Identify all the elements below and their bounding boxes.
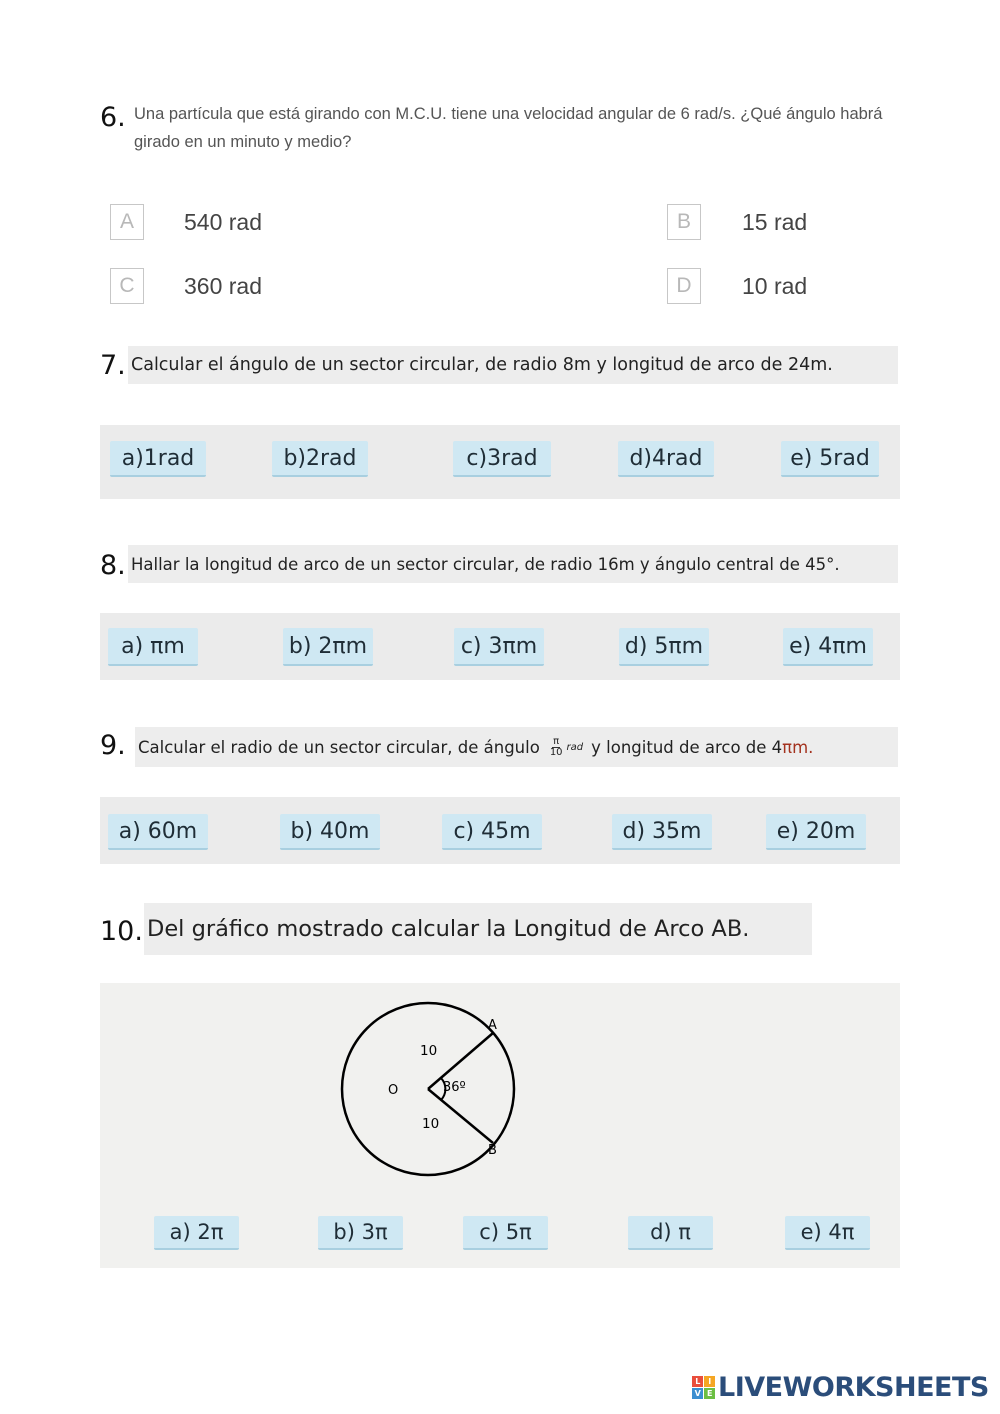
q9-text-after: y longitud de arco de 4	[591, 737, 783, 757]
q7-option-b[interactable]: b)2rad	[272, 441, 368, 477]
question-8-text: Hallar la longitud de arco de un sector circular, de radio 16m y ángulo central de 45°.	[128, 545, 898, 583]
q9-text-before: Calcular el radio de un sector circular, de ángulo	[138, 737, 540, 757]
logo-brand-text: LIVEWORKSHEETS	[718, 1372, 989, 1403]
q10-option-a[interactable]: a) 2π	[154, 1216, 239, 1250]
q8-option-c[interactable]: c) 3πm	[454, 628, 544, 666]
q9-option-e[interactable]: e) 20m	[766, 814, 866, 850]
q9-frac-num: π	[553, 735, 560, 747]
q9-option-b[interactable]: b) 40m	[280, 814, 380, 850]
question-10-text: Del gráfico mostrado calcular la Longitud de Arco AB.	[144, 903, 812, 955]
liveworksheets-logo[interactable]	[692, 1372, 989, 1403]
question-9-number: 9.	[100, 730, 126, 761]
label-o: O	[388, 1083, 399, 1098]
question-7-answer-band	[100, 425, 900, 499]
logo-grid-icon	[692, 1376, 715, 1399]
q9-frac-unit: rad	[566, 741, 584, 753]
q10-option-b[interactable]: b) 3π	[318, 1216, 403, 1250]
q8-option-b[interactable]: b) 2πm	[283, 628, 373, 666]
logo-letter-l: L	[692, 1376, 703, 1387]
logo-letter-v: V	[692, 1388, 703, 1399]
q8-option-a[interactable]: a) πm	[108, 628, 198, 666]
q8-option-e[interactable]: e) 4πm	[783, 628, 873, 666]
logo-letter-i: I	[704, 1376, 715, 1387]
q9-angle-fraction	[550, 737, 563, 758]
question-10-figure-panel	[100, 983, 900, 1268]
q7-option-a[interactable]: a)1rad	[110, 441, 206, 477]
q9-option-d[interactable]: d) 35m	[612, 814, 712, 850]
label-radius-top: 10	[420, 1043, 438, 1059]
question-10-number: 10.	[100, 916, 143, 947]
q7-option-d[interactable]: d)4rad	[618, 441, 714, 477]
q7-option-c[interactable]: c)3rad	[453, 441, 551, 477]
question-9-answer-band	[100, 797, 900, 864]
label-angle: 36º	[443, 1080, 466, 1095]
label-b: B	[488, 1143, 497, 1158]
q8-option-d[interactable]: d) 5πm	[619, 628, 709, 666]
option-a-letter[interactable]: A	[110, 204, 144, 240]
q9-text-highlight: πm.	[782, 737, 814, 757]
label-radius-bottom: 10	[422, 1116, 440, 1132]
q9-option-a[interactable]: a) 60m	[108, 814, 208, 850]
question-7-text: Calcular el ángulo de un sector circular, de radio 8m y longitud de arco de 24m.	[128, 346, 898, 384]
option-c-letter[interactable]: C	[110, 268, 144, 304]
question-7-number: 7.	[100, 350, 126, 381]
q9-frac-den: 10	[549, 746, 563, 758]
q7-option-e[interactable]: e) 5rad	[781, 441, 879, 477]
question-6-number: 6.	[100, 102, 126, 133]
logo-letter-e: E	[704, 1388, 715, 1399]
option-d-text[interactable]: 10 rad	[742, 273, 808, 299]
q10-option-e[interactable]: e) 4π	[785, 1216, 870, 1250]
option-c-text[interactable]: 360 rad	[184, 273, 263, 299]
question-6-text: Una partícula que está girando con M.C.U. tiene una velocidad angular de 6 rad/s. ¿Qué ángulo habrá girado en un minuto y medio?	[134, 105, 883, 151]
question-9-text	[135, 727, 898, 767]
question-8-answer-band	[100, 613, 900, 680]
option-b-text[interactable]: 15 rad	[742, 209, 808, 235]
question-8-number: 8.	[100, 550, 126, 581]
option-a-text[interactable]: 540 rad	[184, 209, 263, 235]
q10-option-d[interactable]: d) π	[628, 1216, 713, 1250]
q10-option-c[interactable]: c) 5π	[463, 1216, 548, 1250]
option-b-letter[interactable]: B	[667, 204, 701, 240]
label-a: A	[488, 1018, 497, 1033]
option-d-letter[interactable]: D	[667, 268, 701, 304]
q9-option-c[interactable]: c) 45m	[442, 814, 542, 850]
